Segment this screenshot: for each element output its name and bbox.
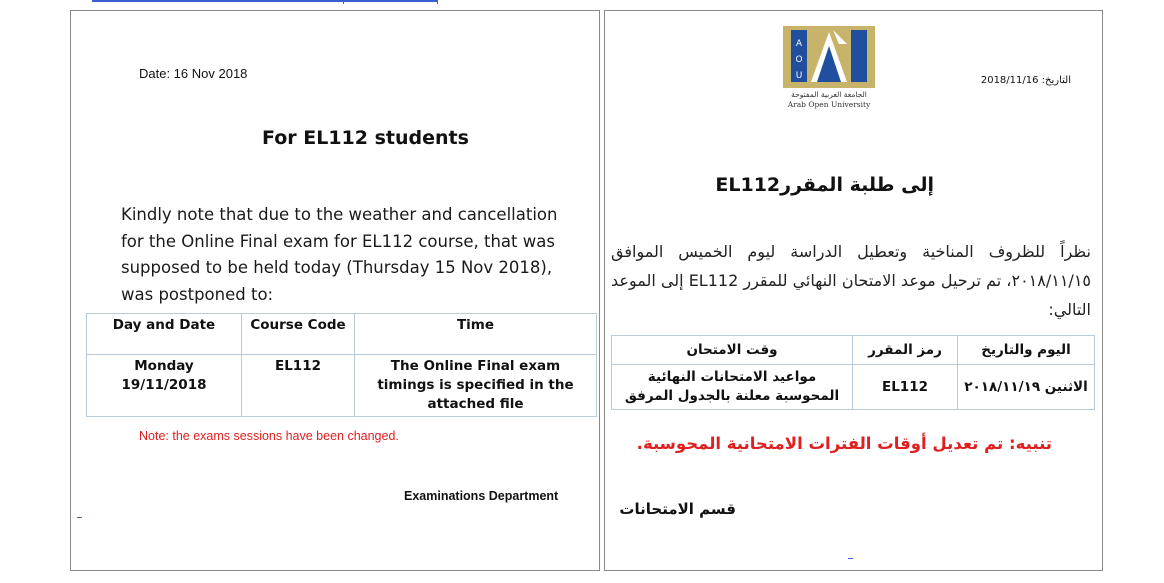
text-cursor-mark (77, 517, 82, 518)
english-schedule-table (86, 313, 597, 417)
university-logo (781, 24, 877, 110)
english-department: Examinations Department (404, 489, 559, 503)
col-header-course-code: Course Code (242, 314, 355, 355)
column-divider (599, 10, 605, 571)
text-cursor-mark (848, 558, 853, 559)
english-date: Date: 16 Nov 2018 (139, 66, 248, 81)
ar-cell-time: مواعيد الامتحانات النهائية المحوسبة معلنة بالجدول المرفق (612, 365, 853, 410)
english-heading: For EL112 students (262, 127, 469, 149)
table-row (612, 365, 1095, 410)
svg-text:Arab Open University: Arab Open University (787, 100, 871, 109)
aou-logo-icon (781, 24, 877, 110)
ar-col-header-course-code: رمز المقرر (853, 336, 958, 365)
top-link-tick (437, 0, 438, 4)
arabic-note: تنبيه: تم تعديل أوقات الفترات الامتحانية المحوسبة. (636, 434, 1052, 453)
ar-col-header-day-date: اليوم والتاريخ (958, 336, 1095, 365)
ar-col-header-time: وقت الامتحان (612, 336, 853, 365)
top-link-tick (343, 0, 344, 4)
col-header-time: Time (355, 314, 597, 355)
ar-cell-day-date: الاثنين ٢٠١٨/١١/١٩ (958, 365, 1095, 410)
arabic-body: نظراً للظروف المناخية وتعطيل الدراسة ليوم الخميس الموافق ٢٠١٨/١١/١٥، تم ترحيل موعد الامتحان النهائي للمقرر EL112 إلى الموعد التالي: (611, 242, 1091, 319)
english-note: Note: the exams sessions have been changed. (139, 429, 399, 443)
table-header-row (87, 314, 597, 355)
arabic-heading: إلى طلبة المقررEL112 (715, 174, 934, 196)
arabic-date: التاريخ: 2018/11/16 (980, 75, 1071, 86)
svg-text:الجامعة العربية المفتوحة: الجامعة العربية المفتوحة (791, 90, 867, 99)
svg-text:U: U (795, 71, 803, 81)
arabic-department: قسم الامتحانات (619, 500, 736, 518)
svg-text:O: O (795, 55, 803, 65)
cell-course-code: EL112 (242, 355, 355, 417)
english-body: Kindly note that due to the weather and cancellation for the Online Final exam for EL112 course, that was supposed to be held today (Thursday 15 Nov 2018), was postponed to: (121, 205, 558, 304)
col-header-day-date: Day and Date (87, 314, 242, 355)
cell-day-date: Monday 19/11/2018 (87, 355, 242, 417)
ar-cell-course-code: EL112 (853, 365, 958, 410)
table-row (87, 355, 597, 417)
top-link-underline (92, 0, 438, 2)
arabic-schedule-table (611, 335, 1095, 410)
cell-time: The Online Final exam timings is specified in the attached file (355, 355, 597, 417)
svg-text:A: A (795, 39, 803, 49)
table-header-row (612, 336, 1095, 365)
